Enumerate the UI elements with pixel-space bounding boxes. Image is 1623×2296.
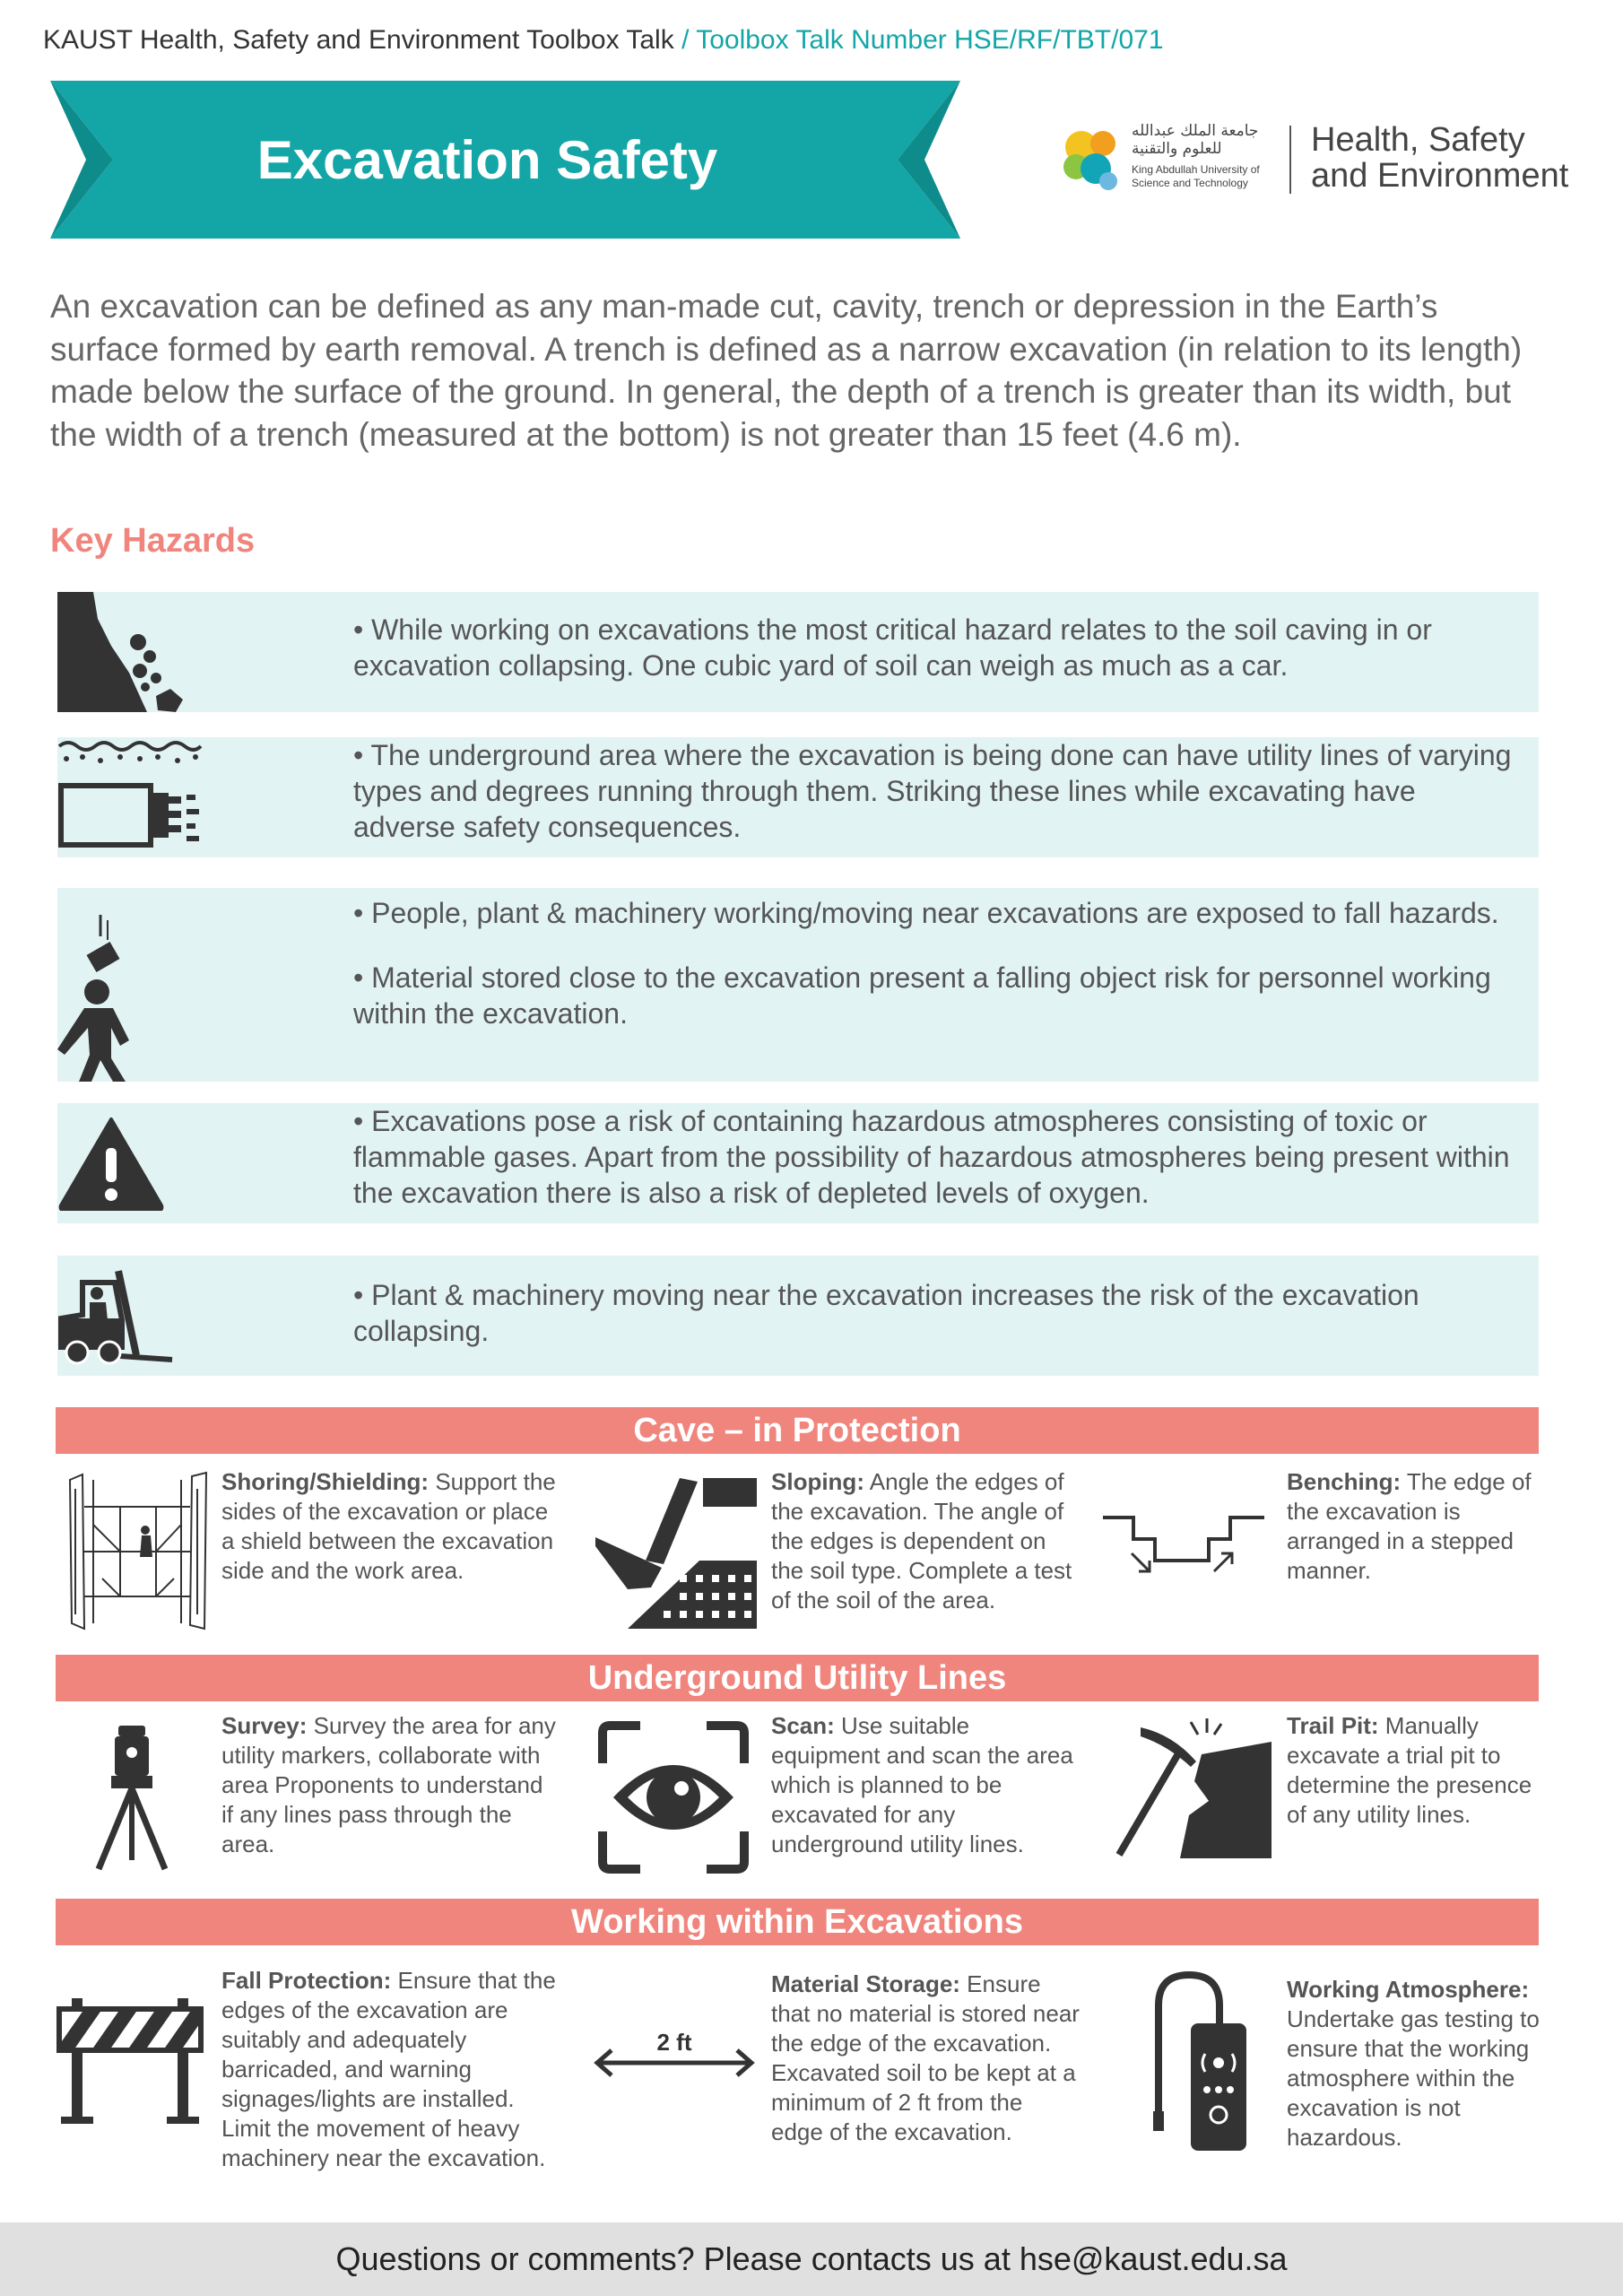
cave-in-benching-text: Benching: The edge of the excavation is arranged in a stepped manner. (1287, 1468, 1532, 1584)
hazard-text: • The underground area where the excavation is being done can have utility lines of varying types and degrees running through them. Striking these lines while excavating have adverse safety consequences. (353, 739, 1512, 843)
gas-detector-icon (1151, 1970, 1250, 2154)
working-fall-protection-text: Fall Protection: Ensure that the edges of the excavation are suitably and adequately barricaded, and warning signages/lights are installed. Limit the movement of heavy machinery near the excavation. (221, 1967, 556, 2171)
hazard-item (57, 1103, 1539, 1223)
utility-scan-text: Scan: Use suitable equipment and scan the area which is planned to be excavated for any underground utility lines. (771, 1712, 1073, 1857)
hazard-text: • While working on excavations the most critical hazard relates to the soil caving in or excavation collapsing. One cubic yard of soil can weigh as much as a car. (353, 613, 1432, 682)
hazard-item (57, 1256, 1539, 1376)
hazard-text: • Excavations pose a risk of containing hazardous atmospheres consisting of toxic or flammable gases. Apart from the possibility of hazardous atmospheres being present within the excavation there is also a risk of depleted levels of oxygen. (353, 1105, 1510, 1209)
logo-english-text: King Abdullah University of Science and Technology (1132, 163, 1260, 189)
document-header (43, 25, 1164, 56)
intro-paragraph: An excavation can be defined as any man-made cut, cavity, trench or depression in the Earth’s surface formed by earth removal. A trench is defined as a narrow excavation (in relation to its length) made below the surface of the ground. In general, the depth of a trench is greater than its width, but the width of a trench (measured at the bottom) is not greater than 15 feet (4.6 m). (50, 288, 1523, 453)
logo-arabic-text: جامعة الملك عبدالله للعلوم والتقنية (1132, 122, 1259, 158)
section-heading-cave-in: Cave – in Protection (56, 1407, 1539, 1454)
eye-scan-icon (597, 1720, 750, 1874)
underground-cable-icon (57, 737, 219, 857)
hazard-item (57, 737, 1539, 857)
hazard-item (57, 592, 1539, 712)
working-material-storage-text: Material Storage: Ensure that no material is stored near the edge of the excavation. Excavated soil to be kept at a minimum of 2 ft from the edge of the excavation. (771, 1970, 1080, 2145)
key-hazards-heading: Key Hazards (50, 522, 256, 560)
hazard-text: • People, plant & machinery working/moving near excavations are exposed to fall hazards. • Material stored close to the excavation present a falling object risk for personnel working within the excavation. (353, 897, 1499, 1030)
barricade-icon (56, 1995, 204, 2124)
falling-rocks-icon (57, 592, 192, 712)
utility-trail-pit-text: Trail Pit: Manually excavate a trial pit to determine the presence of any utility lines. (1287, 1712, 1532, 1828)
excavator-sloping-icon (592, 1474, 757, 1629)
header-separator: / (673, 25, 697, 55)
survey-tripod-icon (93, 1724, 170, 1871)
working-atmosphere-text: Working Atmosphere: Undertake gas testing to ensure that the working atmosphere within the excavation is not hazardous. (1287, 1976, 1540, 2151)
forklift-icon (57, 1266, 174, 1367)
section-heading-working-within: Working within Excavations (56, 1899, 1539, 1945)
page-title: Excavation Safety (256, 129, 718, 190)
footer-contact: Questions or comments? Please contacts us at hse@kaust.edu.sa (0, 2222, 1623, 2296)
falling-object-person-icon (57, 915, 165, 1082)
org-title: KAUST Health, Safety and Environment Toolbox Talk (43, 25, 674, 55)
section-heading-utility-lines: Underground Utility Lines (56, 1655, 1539, 1701)
shoring-icon (66, 1471, 210, 1632)
warning-triangle-icon (57, 1116, 165, 1211)
pickaxe-icon (1114, 1715, 1271, 1858)
hazard-text: • Plant & machinery moving near the excavation increases the risk of the excavation collapsing. (353, 1279, 1419, 1347)
cave-in-shoring-text: Shoring/Shielding: Support the sides of the excavation or place a shield between the excavation side and the work area. (221, 1468, 556, 1584)
utility-survey-text: Survey: Survey the area for any utility markers, collaborate with area Proponents to understand if any lines pass through the area. (221, 1712, 556, 1857)
kaust-logo-icon (1058, 124, 1128, 196)
cave-in-sloping-text: Sloping: Angle the edges of the excavation. The angle of the edges is dependent on the soil type. Complete a test of the soil of the area. (771, 1468, 1072, 1613)
benching-icon (1099, 1514, 1273, 1589)
logo-divider (1289, 126, 1291, 194)
talk-number: Toolbox Talk Number HSE/RF/TBT/071 (696, 25, 1164, 55)
logo-department: Health, Safety and Environment (1311, 121, 1569, 195)
hazard-item (57, 888, 1539, 1082)
distance-label: 2 ft (656, 2029, 692, 2056)
